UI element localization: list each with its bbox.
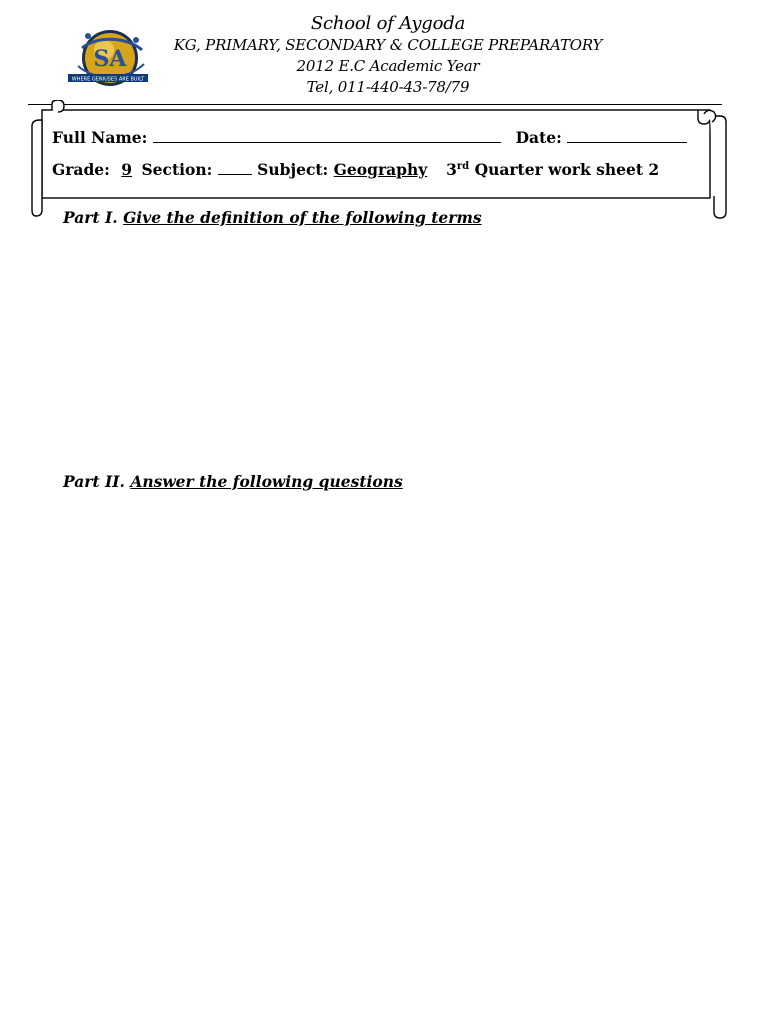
school-header [120, 12, 656, 98]
school-name: School of Aygoda [310, 13, 466, 34]
part-two-label: Part II. [63, 472, 125, 491]
date-label: Date: [515, 128, 562, 147]
info-row-name-date [52, 127, 687, 147]
part-one-label: Part I. [63, 208, 118, 227]
school-phone: Tel, 011-440-43-78/79 [306, 78, 470, 96]
part-one-heading [63, 208, 482, 227]
subject-label: Subject: [257, 160, 329, 179]
part-two-heading [63, 472, 403, 491]
part-two-instruction: Answer the following questions [130, 472, 403, 491]
logo-motto: WHERE GENIUSES ARE BUILT [71, 76, 145, 83]
quarter-text: Quarter work sheet 2 [474, 160, 660, 179]
section-label: Section: [141, 160, 213, 179]
quarter-suffix: rd [456, 160, 470, 172]
full-name-label: Full Name: [52, 128, 148, 147]
info-row-grade [52, 159, 659, 179]
grade-value: 9 [121, 160, 133, 179]
subject-value: Geography [333, 160, 428, 179]
full-name-field[interactable] [153, 127, 501, 143]
part-one-instruction: Give the definition of the following terms [123, 208, 482, 227]
academic-year: 2012 E.C Academic Year [296, 57, 480, 75]
section-field[interactable] [218, 159, 252, 175]
grade-label: Grade: [52, 160, 110, 179]
quarter-number: 3 [446, 160, 457, 179]
school-levels: KG, PRIMARY, SECONDARY & COLLEGE PREPARATORY [173, 36, 603, 54]
date-field[interactable] [567, 127, 687, 143]
logo-letters: SA [93, 46, 127, 72]
